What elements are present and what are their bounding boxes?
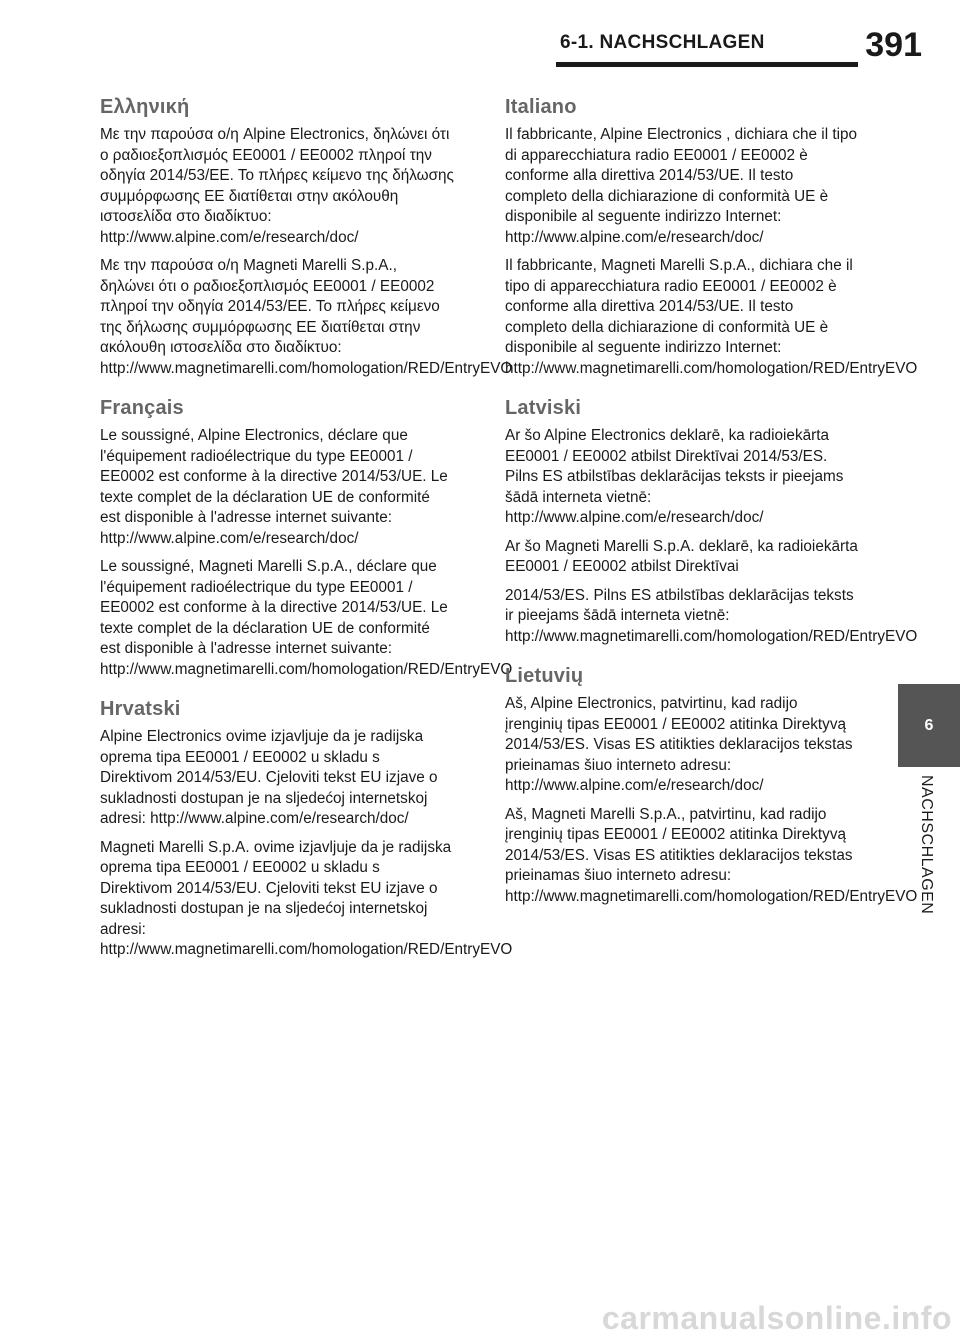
section-french: [100, 397, 513, 680]
section-heading: Italiano: [505, 96, 577, 118]
header-rule: [556, 62, 858, 67]
paragraph: Le soussigné, Magneti Marelli S.p.A., déclare que l'équipement radioélectrique du type EE0001 / EE0002 est conforme à la directive 2014/53/UE. Le texte complet de la déclaration UE de conformité est disponible à l'adresse internet suivante: http://www.magnetimarelli.com/homologation/RED/EntryEVO: [100, 558, 513, 678]
paragraph: Ar šo Alpine Electronics deklarē, ka radioiekārta EE0001 / EE0002 atbilst Direktīvai 2014/53/ES. Pilns ES atbilstības deklarācijas teksts ir pieejams šādā interneta vietnē: http://www.alpine.com/e/research/doc/: [505, 427, 844, 526]
paragraph: Aš, Magneti Marelli S.p.A., patvirtinu, kad radijo įrenginių tipas EE0001 / EE0002 atitinka Direktyvą 2014/53/ES. Visas ES atitikties deklaracijos tekstas prieinamas šiuo interneto adresu: http://www.magnetimarelli.com/homologation/RED/EntryEVO: [505, 805, 918, 905]
paragraph: Il fabbricante, Alpine Electronics , dichiara che il tipo di apparecchiatura radio EE0001 / EE0002 è conforme alla direttiva 2014/53/UE. Il testo completo della dichiarazione di conformità UE è disponibile al seguente indirizzo Internet: http://www.alpine.com/e/research/doc/: [505, 126, 858, 246]
section-heading: Lietuvių: [505, 665, 584, 687]
paragraph: Με την παρούσα ο/η Alpine Electronics, δηλώνει ότι ο ραδιοεξοπλισμός EE0001 / EE0002 πληροί την οδηγία 2014/53/ΕΕ. Το πλήρες κείμενο της δήλωσης συμμόρφωσης ΕΕ διατίθεται στην ακόλουθη ιστοσελίδα στο διαδίκτυο: http://www.alpine.com/e/research/doc/: [100, 126, 454, 246]
section-greek: [100, 96, 513, 379]
paragraph: Aš, Alpine Electronics, patvirtinu, kad radijo įrenginių tipas EE0001 / EE0002 atitinka Direktyvą 2014/53/ES. Visas ES atitikties deklaracijos tekstas prieinamas šiuo interneto adresu: http://www.alpine.com/e/research/doc/: [505, 695, 853, 794]
section-heading: Français: [100, 397, 184, 419]
section-italian: [505, 96, 918, 379]
paragraph: 2014/53/ES. Pilns ES atbilstības deklarācijas teksts ir pieejams šādā interneta vietnē: http://www.magnetimarelli.com/homologation/RED/EntryEVO: [505, 586, 918, 645]
chapter-label: NACHSCHLAGEN: [918, 775, 935, 915]
paragraph: Magneti Marelli S.p.A. ovime izjavljuje da je radijska oprema tipa EE0001 / EE0002 u skladu s Direktivom 2014/53/EU. Cjeloviti tekst EU izjave o sukladnosti dostupan je na sljedećoj internetskoj adresi: http://www.magnetimarelli.com/homologation/RED/EntryEVO: [100, 838, 513, 958]
section-croatian: [100, 698, 513, 961]
paragraph: Με την παρούσα ο/η Magneti Marelli S.p.A., δηλώνει ότι ο ραδιοεξοπλισμός EE0001 / EE0002 πληροί την οδηγία 2014/53/ΕΕ. Το πλήρες κείμενο της δήλωσης συμμόρφωσης ΕΕ διατίθεται στην ακόλουθη ιστοσελίδα στο διαδίκτυο: http://www.magnetimarelli.com/homologation/RED/EntryEVO: [100, 257, 513, 377]
section-heading: Latviski: [505, 397, 582, 419]
chapter-number: 6: [924, 716, 934, 734]
section-heading: Ελληνική: [100, 96, 190, 118]
section-heading: Hrvatski: [100, 698, 181, 720]
section-title: 6-1. NACHSCHLAGEN: [560, 32, 765, 53]
paragraph: Il fabbricante, Magneti Marelli S.p.A., dichiara che il tipo di apparecchiatura radio EE0001 / EE0002 è conforme alla direttiva 2014/53/UE. Il testo completo della dichiarazione di conformità UE è disponibile al seguente indirizzo Internet: http://www.magnetimarelli.com/homologation/RED/EntryEVO: [505, 257, 918, 377]
section-lithuanian: [505, 665, 918, 907]
section-latvian: [505, 397, 918, 647]
watermark: carmanualsonline.info: [601, 1300, 952, 1336]
chapter-tab: [898, 684, 960, 767]
paragraph: Le soussigné, Alpine Electronics, déclare que l'équipement radioélectrique du type EE0001 / EE0002 est conforme à la directive 2014/53/UE. Le texte complet de la déclaration UE de conformité est disponible à l'adresse internet suivante: http://www.alpine.com/e/research/doc/: [100, 427, 448, 547]
right-column: [505, 96, 918, 925]
page-number: 391: [865, 26, 922, 64]
paragraph: Ar šo Magneti Marelli S.p.A. deklarē, ka radioiekārta EE0001 / EE0002 atbilst Direktīvai: [505, 537, 858, 575]
paragraph: Alpine Electronics ovime izjavljuje da je radijska oprema tipa EE0001 / EE0002 u skladu s Direktivom 2014/53/EU. Cjeloviti tekst EU izjave o sukladnosti dostupan je na sljedećoj internetskoj adresi: http://www.alpine.com/e/research/doc/: [100, 728, 438, 827]
left-column: [100, 96, 513, 979]
